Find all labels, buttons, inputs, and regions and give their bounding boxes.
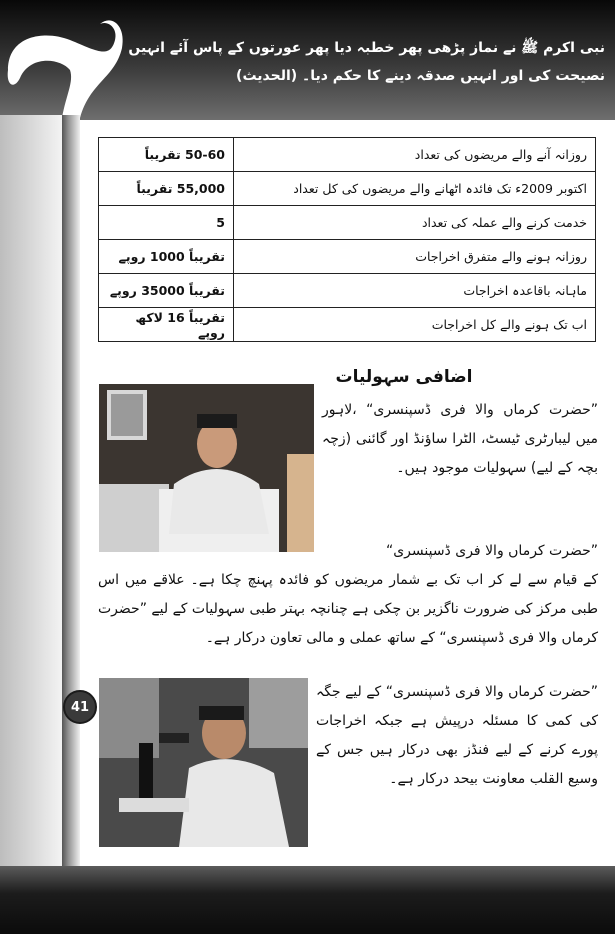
impact-paragraph: کے قیام سے لے کر اب تک بے شمار مریضوں کو فائدہ پہنچ چکا ہے۔ علاقے میں اس طبی مرکز کی ضرورت ناگزیر بن چکی ہے چنانچہ بہتر طبی سہولیات کے لیے ”حضرت کرماں والا فری ڈسپنسری“ کے ساتھ عملی و مالی تعاون درکار ہے۔ [98, 572, 598, 646]
table-label: خدمت کرنے والے عملہ کی تعداد [234, 206, 596, 240]
dispensary-name-line: ”حضرت کرماں والا فری ڈسپنسری“ [385, 543, 598, 559]
table-row [99, 308, 596, 342]
table-label: اکتوبر 2009ء تک فائدہ اٹھانے والے مریضوں کی کل تعداد [234, 172, 596, 206]
table-label: روزانہ آنے والے مریضوں کی تعداد [234, 138, 596, 172]
hadith-text: نبی اکرم ﷺ نے نماز پڑھی پھر خطبہ دیا پھر عورتوں کے پاس آئے انہیں نصیحت کی اور انہیں صدقہ دینے کا حکم دیا۔ (الحدیث) [128, 40, 605, 84]
table-value: 5 [99, 206, 234, 240]
needs-paragraph: ”حضرت کرماں والا فری ڈسپنسری“ کے لیے جگہ کی کمی کا مسئلہ درپیش ہے جبکہ اخراجات پورے کرنے کے لیے فنڈز بھی درکار ہیں جس کے وسیع القلب معاونت بیحد درکار ہے۔ [316, 684, 598, 787]
table-row [99, 274, 596, 308]
table-value: 50-60 تقریباً [99, 138, 234, 172]
table-row [99, 240, 596, 274]
facilities-paragraph: ”حضرت کرماں والا فری ڈسپنسری“ ،لاہور میں لیبارٹری ٹیسٹ، الٹرا ساؤنڈ اور گائنی (زچہ بچہ کے لیے) سہولیات موجود ہیں۔ [322, 402, 598, 476]
table-label: اب تک ہونے والے کل اخراجات [234, 308, 596, 342]
table-value: تقریباً 16 لاکھ روپے [99, 308, 234, 342]
doctor-photo [99, 384, 314, 552]
table-value: 55,000 تقریباً [99, 172, 234, 206]
microscope-photo [99, 678, 308, 847]
page-spine [62, 115, 80, 905]
table-label: روزانہ ہونے والے متفرق اخراجات [234, 240, 596, 274]
header-band [0, 0, 615, 120]
table-value: تقریباً 1000 روپے [99, 240, 234, 274]
section-title: اضافی سہولیات [335, 367, 473, 387]
table-row [99, 172, 596, 206]
table-value: تقریباً 35000 روپے [99, 274, 234, 308]
footer-band [0, 866, 615, 934]
left-margin-gradient [0, 115, 62, 905]
table-row [99, 138, 596, 172]
statistics-table [98, 137, 596, 342]
table-row [99, 206, 596, 240]
table-label: ماہانہ باقاعدہ اخراجات [234, 274, 596, 308]
page-number: 41 [63, 690, 97, 724]
